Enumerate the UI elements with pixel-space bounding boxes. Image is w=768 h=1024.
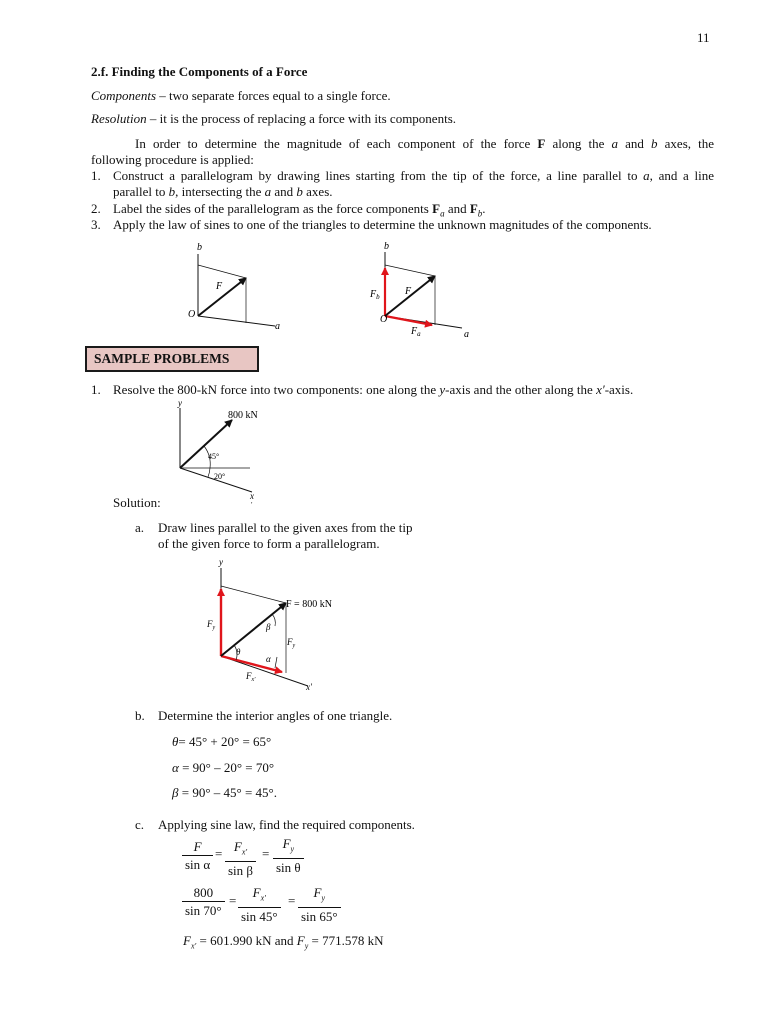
fraction-800-over-sin70: $\frac{800}{\sin 70^\circ}$: [182, 884, 225, 920]
label-F: F: [216, 281, 223, 292]
label-beta: β: [266, 622, 271, 632]
parallelogram-top: [221, 586, 286, 603]
figure-force-on-axes: [180, 238, 300, 338]
label-Fa: $F_a$: [411, 326, 421, 338]
label-F: F = 800 kN: [286, 599, 332, 610]
sample-problems-header: SAMPLE PROBLEMS: [85, 346, 259, 372]
definition-term: Resolution: [91, 111, 147, 126]
step-a-line-1: Draw lines parallel to the given axes from the tip: [158, 520, 413, 535]
label-theta: θ: [236, 647, 241, 657]
angle-arc-beta: [272, 614, 275, 626]
step-1-line-2: parallel to b, intersecting the a and b axes.: [113, 184, 333, 199]
label-O: O: [188, 309, 196, 320]
label-x: x: [250, 491, 254, 501]
problem-1-number: 1.: [91, 382, 101, 397]
equals-sign: =: [288, 893, 296, 908]
result-components: $F_{x'} = 601.990$ kN and $F_y = 771.578$ kN: [183, 933, 384, 951]
label-angle-45: 45°: [208, 452, 220, 461]
figure-parallelogram-solution: [198, 556, 348, 692]
step-a-label: a.: [135, 520, 145, 535]
step-2-number: 2.: [91, 201, 101, 216]
axis-a: [198, 316, 275, 326]
definition-term: Components: [91, 88, 156, 103]
fraction-Fx-over-sin45: $\frac{F_{x'}}{\sin 45^\circ}$: [238, 884, 281, 926]
step-1-line-1: Construct a parallelogram by drawing lines starting from the tip of the force, a line parallel to a, and a line: [113, 168, 714, 183]
step-a-line-2: of the given force to form a parallelogram.: [158, 536, 380, 551]
fraction-Fx-over-sin-beta: $\frac{F_{x'}}{\text{sin β}}$: [225, 838, 256, 880]
solution-label: Solution:: [113, 495, 161, 510]
parallelogram-top: [198, 265, 246, 278]
label-Fx: $F_{x'}$: [246, 671, 256, 683]
label-force: 800 kN: [228, 410, 258, 421]
label-x-prime: ′: [251, 501, 253, 509]
figure-problem-force: [168, 398, 268, 510]
definition-text: – it is the process of replacing a force with its components.: [146, 111, 457, 126]
label-alpha: α: [266, 654, 271, 664]
force-arrow: [221, 603, 286, 656]
force-arrow: [180, 420, 232, 468]
component-Fa-arrow: [385, 316, 432, 325]
step-b-label: b.: [135, 708, 145, 723]
label-angle-20: 20°: [214, 472, 226, 481]
section-title: 2.f. Finding the Components of a Force: [91, 64, 308, 79]
label-a: a: [464, 329, 469, 340]
step-2-text: Label the sides of the parallelogram as the force components $F_a$ and $F_b$.: [113, 201, 486, 219]
fraction-Fy-over-sin65: $\frac{F_y}{\sin 65^\circ}$: [298, 884, 341, 926]
step-b-text: Determine the interior angles of one triangle.: [158, 708, 393, 723]
step-1-number: 1.: [91, 168, 101, 183]
label-y: y: [219, 557, 223, 567]
label-xprime: x′: [306, 682, 312, 692]
equals-sign: =: [215, 846, 223, 861]
equals-sign: =: [229, 893, 237, 908]
page-number: 11: [697, 30, 710, 45]
definition-resolution: [91, 111, 456, 127]
step-3-number: 3.: [91, 217, 101, 232]
definition-components: [91, 88, 391, 104]
problem-1-text: Resolve the 800-kN force into two components: one along the y-axis and the other along the x′-axis.: [113, 382, 634, 397]
label-O: O: [380, 314, 388, 325]
step-c-text: Applying sine law, find the required components.: [158, 817, 415, 832]
label-F: F: [405, 286, 412, 297]
component-Fx-arrow: [221, 656, 282, 672]
step-c-label: c.: [135, 817, 145, 832]
label-Fb: $F_b$: [370, 289, 380, 301]
label-b: b: [197, 242, 202, 253]
definition-text: – two separate forces equal to a single force.: [156, 88, 391, 103]
label-Fy-right: $F_y$: [287, 637, 296, 649]
fraction-Fy-over-sin-theta: $\frac{F_y}{\text{sin θ}}$: [273, 835, 304, 877]
equation-alpha: α = 90° – 20° = 70°: [172, 760, 275, 775]
fraction-F-over-sin-alpha: $\frac{F}{\text{sin α}}$: [182, 838, 213, 874]
equation-beta: β = 90° – 45° = 45°.: [172, 785, 277, 800]
label-a: a: [275, 321, 280, 332]
label-Fy-left: $F_y$: [207, 619, 216, 631]
label-b: b: [384, 241, 389, 252]
equation-theta: θ= 45° + 20° = 65°: [172, 734, 272, 749]
figure-force-components: [365, 238, 485, 342]
step-3-text: Apply the law of sines to one of the triangles to determine the unknown magnitudes of the components.: [113, 217, 652, 232]
angle-arc-20: [208, 468, 210, 477]
intro-line-1: In order to determine the magnitude of each component of the force F along the a and b axes, the: [135, 136, 715, 151]
label-y: y: [178, 398, 182, 408]
parallelogram-top: [385, 265, 435, 276]
equals-sign: =: [262, 846, 270, 861]
angle-arc-alpha: [275, 657, 277, 668]
intro-line-2: following procedure is applied:: [91, 152, 254, 167]
